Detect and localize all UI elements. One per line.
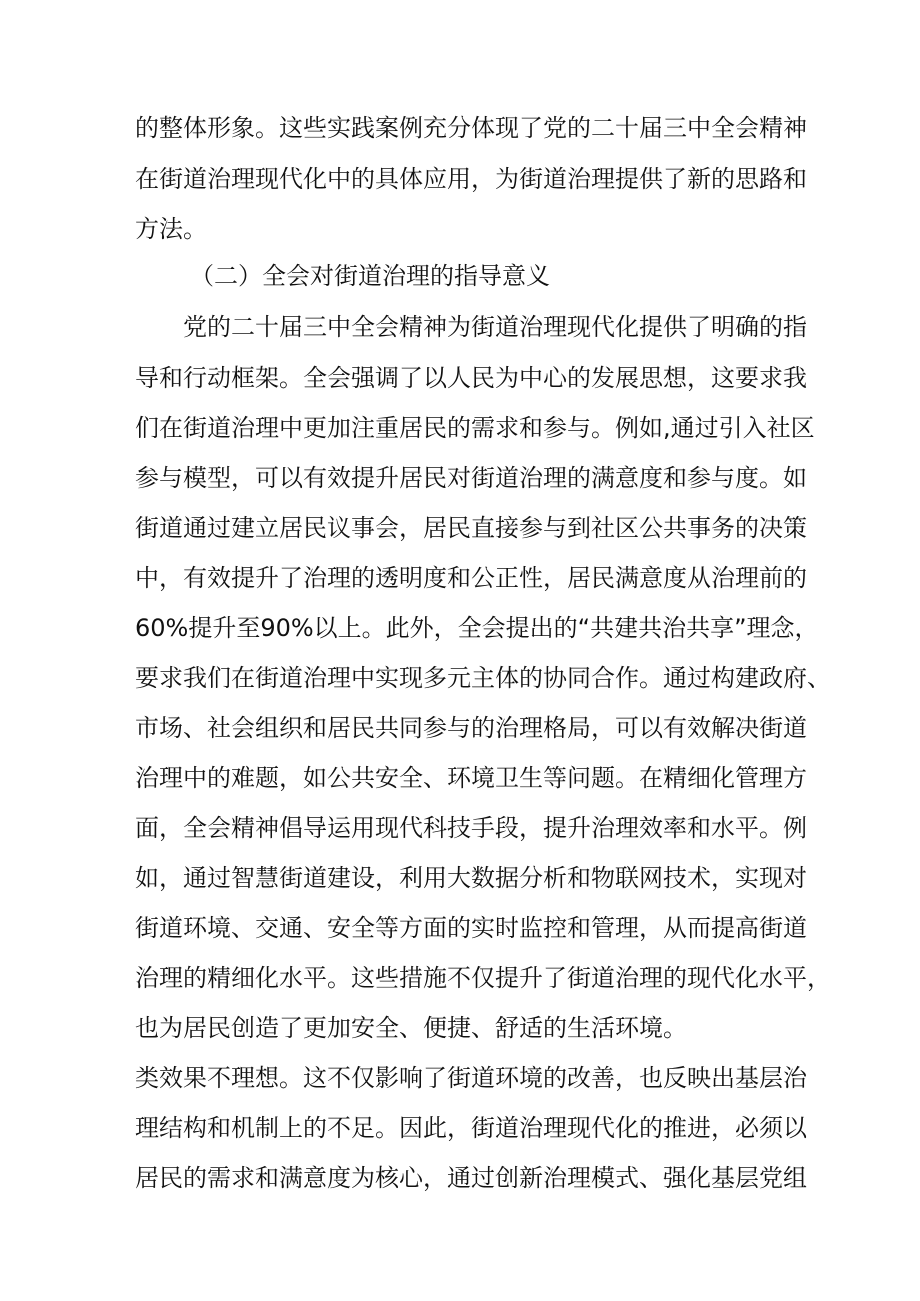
text-line-6: 导和行动框架。全会强调了以人民为中心的发展思想，这要求我 <box>135 364 807 392</box>
section-heading: （二）全会对街道治理的指导意义 <box>190 262 550 290</box>
text-line-8: 参与模型，可以有效提升居民对街道治理的满意度和参与度。如 <box>135 464 807 492</box>
text-line-22: 居民的需求和满意度为核心，通过创新治理模式、强化基层党组 <box>135 1164 807 1192</box>
text-line-11: 60%提升至90%以上。此外，全会提出的“共建共治共享”理念， <box>135 614 819 642</box>
text-line-9: 街道通过建立居民议事会，居民直接参与到社区公共事务的决策 <box>135 514 807 542</box>
text-line-19: 也为居民创造了更加安全、便捷、舒适的生活环境。 <box>135 1014 687 1042</box>
text-line-3: 方法。 <box>135 215 207 243</box>
text-line-2: 在街道治理现代化中的具体应用，为街道治理提供了新的思路和 <box>135 165 807 193</box>
text-line-13: 市场、社会组织和居民共同参与的治理格局，可以有效解决街道 <box>135 714 807 742</box>
text-line-16: 如，通过智慧街道建设，利用大数据分析和物联网技术，实现对 <box>135 864 807 892</box>
text-line-1: 的整体形象。这些实践案例充分体现了党的二十届三中全会精神 <box>135 114 807 142</box>
text-line-20: 类效果不理想。这不仅影响了街道环境的改善，也反映出基层治 <box>135 1064 807 1092</box>
text-line-15: 面，全会精神倡导运用现代科技手段，提升治理效率和水平。例 <box>135 814 807 842</box>
text-line-17: 街道环境、交通、安全等方面的实时监控和管理，从而提高街道 <box>135 914 807 942</box>
text-line-5: 党的二十届三中全会精神为街道治理现代化提供了明确的指 <box>183 313 807 341</box>
text-line-14: 治理中的难题，如公共安全、环境卫生等问题。在精细化管理方 <box>135 764 807 792</box>
text-line-18: 治理的精细化水平。这些措施不仅提升了街道治理的现代化水平， <box>135 964 831 992</box>
text-line-7: 们在街道治理中更加注重居民的需求和参与。例如,通过引入社区 <box>135 414 815 442</box>
text-line-10: 中，有效提升了治理的透明度和公正性，居民满意度从治理前的 <box>135 564 807 592</box>
text-line-12: 要求我们在街道治理中实现多元主体的协同合作。通过构建政府、 <box>135 664 831 692</box>
text-line-21: 理结构和机制上的不足。因此，街道治理现代化的推进，必须以 <box>135 1114 807 1142</box>
